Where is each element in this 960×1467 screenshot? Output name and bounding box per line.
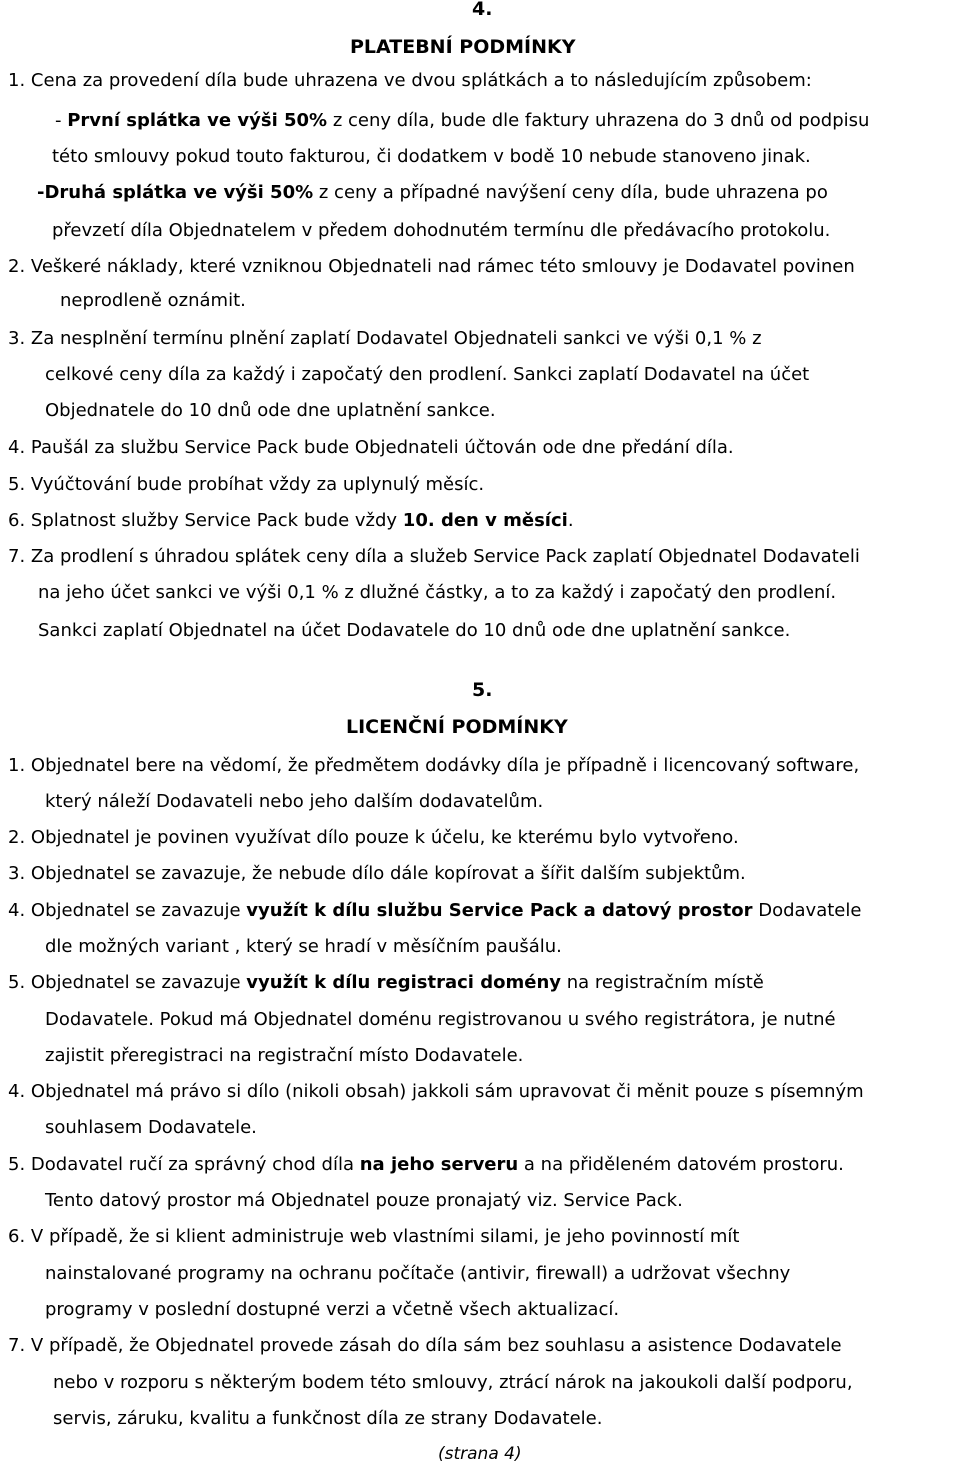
page-number-footer: (strana 4) [438, 1444, 522, 1464]
s5-item-6: 6. V případě, že si klient administruje web vlastními silami, je jeho povinností mít [8, 1226, 740, 1247]
s4-item-5: 5. Vyúčtování bude probíhat vždy za uplynulý měsíc. [8, 474, 485, 495]
s5-item-7-cont1: nebo v rozporu s některým bodem této smlouvy, ztrácí nárok na jakoukoli další podporu, [53, 1372, 853, 1393]
s4-item-4: 4. Paušál za službu Service Pack bude Objednateli účtován ode dne předání díla. [8, 437, 734, 458]
section-5-number: 5. [472, 679, 493, 701]
s5-item-3: 3. Objednatel se zavazuje, že nebude dílo dále kopírovat a šířit dalším subjektům. [8, 863, 746, 884]
s4-item-3-cont1: celkové ceny díla za každý i započatý den prodlení. Sankci zaplatí Dodavatel na účet [45, 364, 810, 385]
s5-item-5-cont1: Dodavatele. Pokud má Objednatel doménu registrovanou u svého registrátora, je nutné [45, 1009, 836, 1030]
s4-item-1-first-installment: - První splátka ve výši 50% z ceny díla, bude dle faktury uhrazena do 3 dnů od podpisu [55, 110, 870, 131]
section-4-title: PLATEBNÍ PODMÍNKY [350, 36, 576, 58]
s4-item-6: 6. Splatnost služby Service Pack bude vždy 10. den v měsíci. [8, 510, 574, 531]
s4-item-1-first-cont: této smlouvy pokud touto fakturou, či dodatkem v bodě 10 nebude stanoveno jinak. [52, 146, 811, 167]
s4-item-7-cont2: Sankci zaplatí Objednatel na účet Dodavatele do 10 dnů ode dne uplatnění sankce. [38, 620, 791, 641]
s5-item-6-cont1: nainstalované programy na ochranu počítače (antivir, firewall) a udržovat všechny [45, 1263, 791, 1284]
s5-item-1-cont1: který náleží Dodavateli nebo jeho dalším dodavatelům. [45, 791, 544, 812]
s5-item-5-cont2: zajistit přeregistraci na registrační místo Dodavatele. [45, 1045, 524, 1066]
s5-item-4: 4. Objednatel se zavazuje využít k dílu službu Service Pack a datový prostor Dodavatele [8, 900, 862, 921]
section-4-number: 4. [472, 0, 493, 20]
s5-item-4-cont1: dle možných variant , který se hradí v měsíčním paušálu. [45, 936, 562, 957]
s5-item-5b-cont1: Tento datový prostor má Objednatel pouze pronajatý viz. Service Pack. [45, 1190, 683, 1211]
section-5-title: LICENČNÍ PODMÍNKY [346, 716, 568, 738]
s4-item-7-cont1: na jeho účet sankci ve výši 0,1 % z dlužné částky, a to za každý i započatý den prodlení. [38, 582, 837, 603]
s5-item-1: 1. Objednatel bere na vědomí, že předmětem dodávky díla je případně i licencovaný software, [8, 755, 860, 776]
s5-item-5: 5. Objednatel se zavazuje využít k dílu registraci domény na registračním místě [8, 972, 764, 993]
s4-item-2-cont: neprodleně oznámit. [60, 290, 246, 311]
s5-item-7: 7. V případě, že Objednatel provede zásah do díla sám bez souhlasu a asistence Dodavatele [8, 1335, 842, 1356]
s5-item-5b: 5. Dodavatel ručí za správný chod díla na jeho serveru a na přiděleném datovém prostoru. [8, 1154, 844, 1175]
s5-item-4b-cont1: souhlasem Dodavatele. [45, 1117, 257, 1138]
s4-item-1: 1. Cena za provedení díla bude uhrazena ve dvou splátkách a to následujícím způsobem: [8, 70, 812, 91]
s4-item-3: 3. Za nesplnění termínu plnění zaplatí Dodavatel Objednateli sankci ve výši 0,1 % z [8, 328, 762, 349]
s5-item-2: 2. Objednatel je povinen využívat dílo pouze k účelu, ke kterému bylo vytvořeno. [8, 827, 739, 848]
s4-item-7: 7. Za prodlení s úhradou splátek ceny díla a služeb Service Pack zaplatí Objednatel Dodavateli [8, 546, 860, 567]
s4-item-3-cont2: Objednatele do 10 dnů ode dne uplatnění sankce. [45, 400, 496, 421]
s5-item-6-cont2: programy v poslední dostupné verzi a včetně všech aktualizací. [45, 1299, 620, 1320]
s5-item-4b: 4. Objednatel má právo si dílo (nikoli obsah) jakkoli sám upravovat či měnit pouze s písemným [8, 1081, 864, 1102]
s4-item-1-second-installment: -Druhá splátka ve výši 50% z ceny a případné navýšení ceny díla, bude uhrazena po [37, 182, 828, 203]
s4-item-2: 2. Veškeré náklady, které vzniknou Objednateli nad rámec této smlouvy je Dodavatel povinen [8, 256, 855, 277]
s4-item-1-second-cont: převzetí díla Objednatelem v předem dohodnutém termínu dle předávacího protokolu. [52, 220, 831, 241]
s5-item-7-cont2: servis, záruku, kvalitu a funkčnost díla ze strany Dodavatele. [53, 1408, 603, 1429]
